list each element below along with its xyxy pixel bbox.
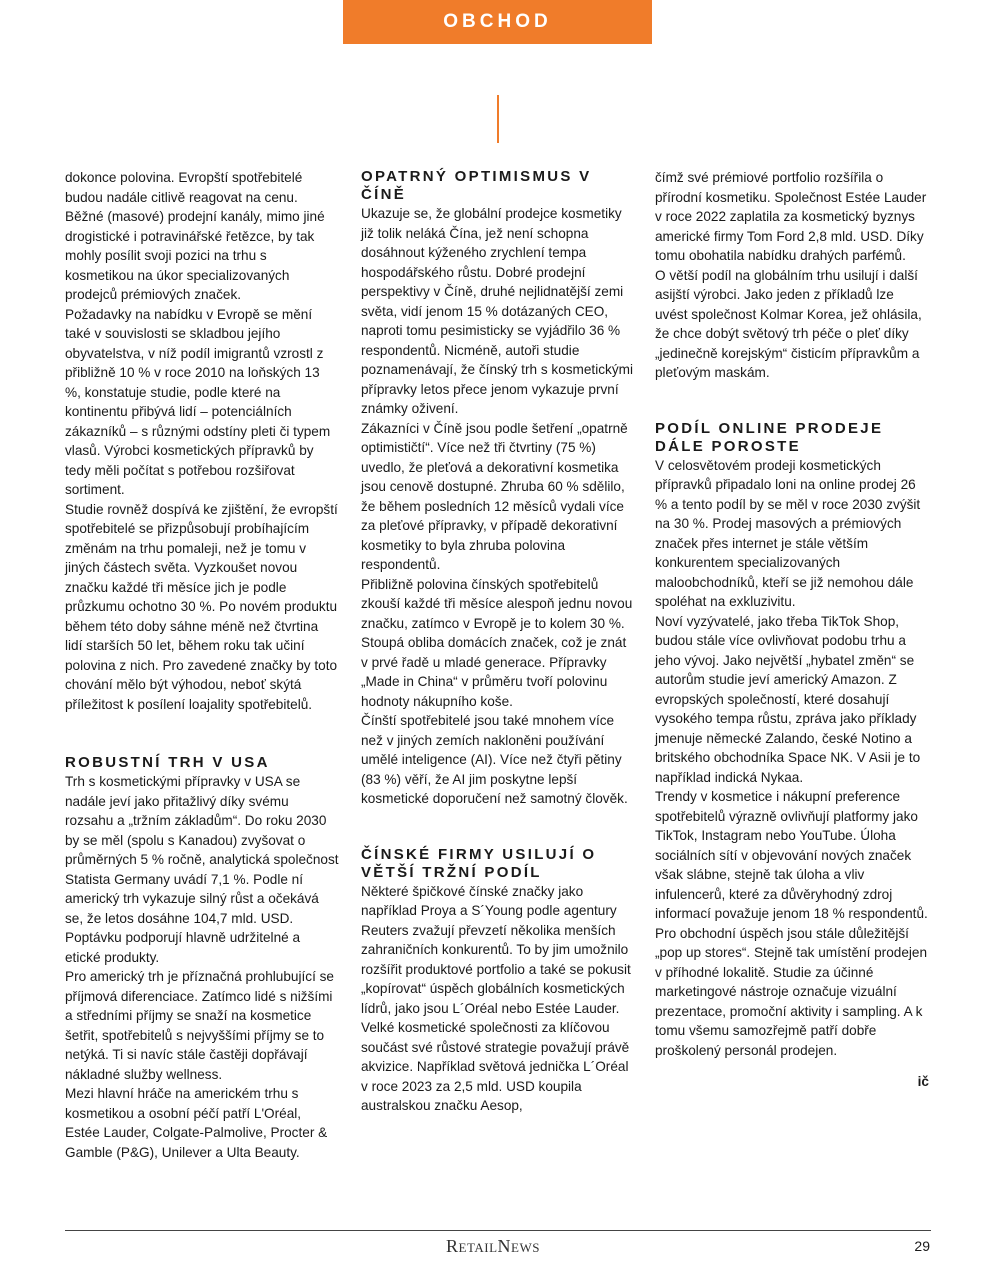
orange-divider: [497, 95, 499, 143]
paragraph: Velké kosmetické společnosti za klíčovou součást své růstové strategie považují právě akvizice. Například světová jednička L´Oréal v roce 2023 za 2,5 mld. USD koupila australskou značku Aesop,: [361, 1020, 630, 1113]
brand-logo: RetailNews: [446, 1236, 540, 1256]
paragraph: Požadavky na nabídku v Evropě se mění také v souvislosti se skladbou jejího obyvatelstva, v níž podíl imigrantů vzrostl z přibližně 10 % v roce 2010 na loňských 13 %, konstatuje studie, podle které na kontinentu přibývá lidí – potenciálních zákazníků – s různými odstíny pleti či typem vlasů. Výrobci kosmetických přípravků by tedy měli počítat s potřebou rozšiřovat sortiment.: [65, 306, 331, 497]
paragraph: Trendy v kosmetice i nákupní preference spotřebitelů výrazně ovlivňují platformy jako TikTok, Instagram nebo YouTube. Úloha sociálních sítí v objevování nových značek však slábne, stejně tak úloha a vliv infulencerů, které za důvěryhodný zdroj informací považuje jenom 18 % respondentů.: [655, 789, 928, 921]
section-label: OBCHOD: [343, 0, 652, 44]
paragraph: Mezi hlavní hráče na americkém trhu s kosmetikou a osobní péčí patří L'Oréal, Estée Lauder, Colgate-Palmolive, Procter & Gamble (P&G), Unilever a Ulta Beauty.: [65, 1086, 328, 1160]
paragraph: dokonce polovina. Evropští spotřebitelé budou nadále citlivě reagovat na cenu. Běžné (masové) prodejní kanály, mimo jiné drogistické i potravinářské řetězce, by tak mohly posílit svoji pozici na trhu s kosmetikou na úkor specializovaných prodejců prémiových značek.: [65, 170, 325, 302]
paragraph: Některé špičkové čínské značky jako například Proya a S´Young podle agentury Reuters zvažují převzetí několika menších zahraničních konkurentů. To by jim umožnilo rozšířit produktové portfolio a také se pokusit „kopírovat“ úspěch globálních kosmetických lídrů, jako jsou L´Oréal nebo Estée Lauder.: [361, 883, 631, 1016]
section-heading: OPATRNÝ OPTIMISMUS V ČÍNĚ: [361, 168, 592, 203]
section-heading: ČÍNSKÉ FIRMY USILUJÍ O VĚTŠÍ TRŽNÍ PODÍL: [361, 845, 597, 881]
paragraph: Trh s kosmetickými přípravky v USA se nadále jeví jako přitažlivý díky svému rozsahu a „tržním základům“. Do roku 2030 by se měl (spolu s Kanadou) zvyšovat o průměrných 5 % ročně, analytická společnost Statista Germany uvádí 7,1 %. Podle ní americký trh vykazuje silný růst a očekává se, že letos dosáhne 104,7 mld. USD. Poptávku podporují hlavně udržitelné a etické produkty.: [65, 774, 339, 965]
footer-divider: [65, 1230, 931, 1231]
paragraph: Pro americký trh je příznačná prohlubující se příjmová diferenciace. Zatímco lidé s nižšími a středními příjmy se snaží na kosmetice šetřit, spotřebitelů s nejvyššími příjmy se to netýká. Ti si navíc stále častěji dopřávají nákladné služby wellness.: [65, 969, 334, 1082]
paragraph: Studie rovněž dospívá ke zjištění, že evropští spotřebitelé se přizpůsobují probíhajícím změnám na trhu pomaleji, než je tomu v jiných částech světa. Vyzkoušet novou značku každé tři měsíce jich je podle průzkumu ochotno 30 %. Po novém produktu během této doby sáhne méně než čtvrtina lidí starších 50 let, během roku tak učiní polovina z nich. Pro zavedené značky by toto chování mělo být výhodou, neboť skýtá příležitost k posílení loajality spotřebitelů.: [65, 501, 338, 712]
section-heading: PODÍL ONLINE PRODEJE DÁLE POROSTE: [655, 419, 884, 455]
paragraph: Ukazuje se, že globální prodejce kosmetiky již tolik neláká Čína, jež není schopna dosáhnout kýženého zrychlení tempa hospodářského růstu. Dobré prodejní perspektivy v Číně, druhé nejlidnatější zemi světa, vidí jenom 15 % dotázaných CEO, naproti tomu pesimisticky se vyjádřilo 36 % respondentů. Nicméně, autoři studie poznamenávají, že čínský trh s kosmetickými přípravky letos přece jenom vykazuje první známky oživení.: [361, 206, 633, 416]
paragraph: O větší podíl na globálním trhu usilují i další asijští výrobci. Jako jeden z příkladů lze uvést společnost Kolmar Korea, jež ohlásila, že chce dobýt světový trh péče o pleť díky „jedinečně korejským“ čisticím přípravkům a pleťovým maskám.: [655, 267, 922, 380]
section-heading: ROBUSTNÍ TRH V USA: [65, 754, 270, 771]
author-signature: ič: [917, 1074, 929, 1089]
page-number: 29: [914, 1238, 930, 1254]
paragraph: Zákazníci v Číně jsou podle šetření „opatrně optimističtí“. Více než tři čtvrtiny (75 %) uvedlo, že pleťová a dekorativní kosmetika jsou cenově dostupné. Zhruba 60 % sdělilo, že během posledních 12 měsíců vydali více za pleťové přípravky, v případě dekorativní kosmetiky to byla zhruba polovina respondentů.: [361, 420, 628, 572]
column-2: [361, 168, 635, 1116]
paragraph: Čínští spotřebitelé jsou také mnohem více než v jiných zemích nakloněni používání umělé inteligence (AI). Více než čtyři pětiny (83 %) věří, že AI jim poskytne lepší kosmetické doporučení než samotný člověk.: [361, 713, 628, 806]
paragraph: V celosvětovém prodeji kosmetických přípravků připadalo loni na online prodej 26 % a tento podíl by se měl v roce 2030 zvýšit na 30 %. Prodej masových a prémiových značek přes internet je stále větším konkurentem specializovaných maloobchodníků, kteří se již nemohou dále spoléhat na exkluzivitu.: [655, 457, 921, 609]
paragraph: Přibližně polovina čínských spotřebitelů zkouší každé tři měsíce alespoň jednu novou značku, zatímco v Evropě je to kolem 30 %. Stoupá obliba domácích značek, což je znát v prvé řadě u mladé generace. Přípravky „Made in China“ v průměru tvoří polovinu hodnoty nákupního koše.: [361, 576, 633, 709]
column-1: [65, 168, 339, 1162]
column-3: [655, 168, 929, 1092]
paragraph: čímž své prémiové portfolio rozšířila o přírodní kosmetiku. Společnost Estée Lauder v roce 2022 zaplatila za kosmetický byznys americké firmy Tom Ford 2,8 mld. USD. Díky tomu obohatila nabídku drahých parfémů.: [655, 170, 927, 263]
paragraph: Noví vyzývatelé, jako třeba TikTok Shop, budou stále více ovlivňovat podobu trhu a jeho vývoj. Jako největší „hybatel změn“ se autorům studie jeví americký Amazon. Z evropských společností, které dosahují vysokého tempa růstu, zpráva jako příklady jmenuje německé Zalando, české Notino a britského obchodníka Space NK. V Asii je to například indická Nykaa.: [655, 613, 921, 785]
paragraph: Pro obchodní úspěch jsou stále důležitější „pop up stores“. Stejně tak umístění prodejen v příhodné lokalitě. Studie za účinné marketingové nástroje označuje vizuální prezentace, promoční aktivity i sampling. A k tomu všemu samozřejmě patří dobře proškolený personál prodejen.: [655, 925, 928, 1058]
